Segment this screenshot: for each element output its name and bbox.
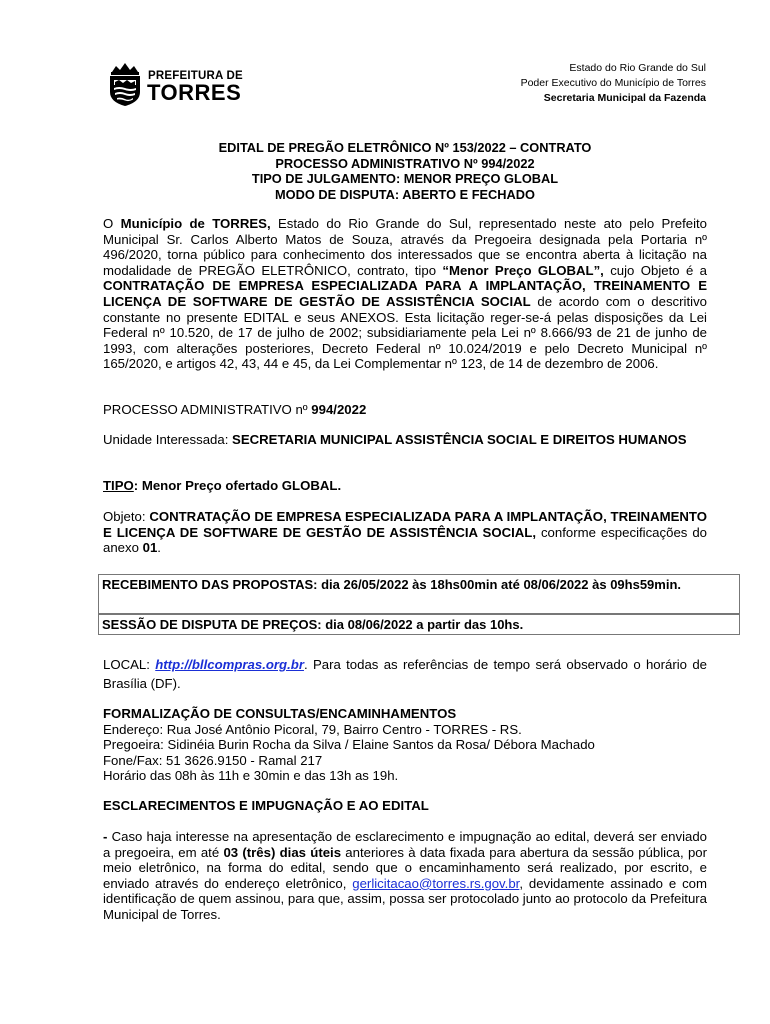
email-link[interactable]: gerlicitacao@torres.rs.gov.br (352, 875, 520, 891)
objeto-tail: conforme especificações do anexo (103, 524, 707, 556)
formalizacao-pregoeira: Pregoeira: Sidinéia Burin Rocha da Silva / Elaine Santos da Rosa/ Débora Machado (103, 737, 595, 753)
processo-line (103, 402, 707, 418)
esclarecimentos-paragraph (103, 829, 707, 923)
esclarecimentos-text-2: anteriores à data fixada para abertura da sessão pública, por meio eletrônico, na forma do edital, sendo que o encaminhamento será realizado, por escrito, e enviado através do endereço eletrônico, (103, 844, 708, 891)
sessao-box: SESSÃO DE DISPUTA DE PREÇOS: dia 08/06/2022 a partir das 10hs. (98, 614, 740, 635)
objeto-value: CONTRATAÇÃO DE EMPRESA ESPECIALIZADA PARA A IMPLANTAÇÃO, TREINAMENTO E LICENÇA DE SOFTWARE DE GESTÃO DE ASSISTÊNCIA SOCIAL, (103, 509, 707, 540)
logo-text-torres: TORRES (147, 80, 242, 105)
esclarecimentos-text-3: , devidamente assinado e com identificação de quem assinou, para que, assim, possa ser protocolado junto ao protocolo da Prefeitura Municipal de Torres. (103, 875, 707, 922)
unidade-value: SECRETARIA MUNICIPAL ASSISTÊNCIA SOCIAL E DIREITOS HUMANOS (232, 432, 687, 447)
title-line-3: TIPO DE JULGAMENTO: MENOR PREÇO GLOBAL (251, 171, 559, 186)
header-department: Secretaria Municipal da Fazenda (543, 92, 706, 104)
local-paragraph (103, 655, 707, 693)
processo-value: 994/2022 (311, 402, 367, 417)
title-line-1: EDITAL DE PREGÃO ELETRÔNICO Nº 153/2022 – CONTRATO (218, 140, 592, 155)
esclarecimentos-dash: - (103, 829, 108, 844)
intro-text-3: cujo Objeto é a (603, 262, 707, 278)
tipo-line (103, 478, 707, 494)
intro-tipo: “Menor Preço GLOBAL”, (442, 262, 604, 278)
local-label: LOCAL: (103, 657, 156, 672)
unidade-line (103, 432, 707, 448)
objeto-anexo: 01 (142, 540, 158, 556)
title-line-2: PROCESSO ADMINISTRATIVO Nº 994/2022 (275, 155, 535, 171)
title-line-4: MODO DE DISPUTA: ABERTO E FECHADO (275, 186, 535, 202)
prefeitura-logo (106, 58, 241, 110)
header-branch: Poder Executivo do Município de Torres (520, 77, 706, 89)
intro-text-2: Estado do Rio Grande do Sul, representado neste ato pelo Prefeito Municipal Sr. Carlos Alberto Matos de Souza, através da Pregoeira designada pela Portaria nº 496/2020, torna público para conhecimento dos interessados que se encontra aberta à licitação na modalidade de PREGÃO ELETRÔNICO, contrato, tipo (103, 216, 707, 278)
formalizacao-horario: Horário das 08h às 11h e 30min e das 13h as 19h. (103, 768, 399, 784)
processo-label: PROCESSO ADMINISTRATIVO nº (103, 402, 312, 417)
esclarecimentos-heading: ESCLARECIMENTOS E IMPUGNAÇÃO E AO EDITAL (103, 798, 429, 813)
formalizacao-endereco: Endereço: Rua José Antônio Picoral, 79, Bairro Centro - TORRES - RS. (103, 721, 522, 737)
header-state: Estado do Rio Grande do Sul (569, 62, 706, 74)
esclarecimentos-prazo: 03 (três) dias úteis (223, 844, 342, 860)
intro-text-4: de acordo com o descritivo constante no presente EDITAL e seus ANEXOS. Esta licitação reger-se-á pelas disposições da Lei Federal nº 10.520, de 17 de julho de 2002; subsidiariamente pela Lei nº 8.666/93 de 21 de junho de 1993, com alterações posteriores, Decreto Federal nº 10.024/2019 e pelo Decreto Municipal nº 165/2020, e artigos 42, 43, 44 e 45, da Lei Complementar nº 123, de 14 de dezembro de 2006. (103, 293, 707, 372)
header-institution (521, 61, 706, 106)
intro-text-1: O (103, 216, 121, 231)
formalizacao-fone: Fone/Fax: 51 3626.9150 - Ramal 217 (103, 752, 323, 768)
formalizacao-section (103, 706, 707, 784)
bllcompras-link[interactable]: http://bllcompras.org.br (155, 657, 304, 672)
local-text: . Para todas as referências de tempo será observado o horário de Brasília (DF). (103, 657, 708, 691)
intro-objeto: CONTRATAÇÃO DE EMPRESA ESPECIALIZADA PARA A IMPLANTAÇÃO, TREINAMENTO E LICENÇA DE SOFTWARE DE GESTÃO DE ASSISTÊNCIA SOCIAL (103, 278, 707, 309)
city-crest-icon (106, 58, 144, 108)
recebimento-box: RECEBIMENTO DAS PROPOSTAS: dia 26/05/2022 às 18hs00min até 08/06/2022 às 09hs59min. (98, 574, 740, 614)
formalizacao-heading: FORMALIZAÇÃO DE CONSULTAS/ENCAMINHAMENTOS (103, 706, 457, 721)
objeto-paragraph (103, 509, 707, 556)
unidade-label: Unidade Interessada: (103, 432, 233, 447)
esclarecimentos-text-1: Caso haja interesse na apresentação de esclarecimento e impugnação ao edital, deverá ser enviado a pregoeira, em até (103, 829, 707, 860)
objeto-label: Objeto: (103, 509, 150, 524)
document-title (100, 140, 710, 202)
tipo-value: : Menor Preço ofertado GLOBAL. (133, 478, 342, 493)
intro-paragraph (103, 216, 707, 372)
intro-municipio: Município de TORRES, (120, 216, 271, 231)
logo-text-prefeitura: PREFEITURA DE (148, 70, 243, 82)
objeto-period: . (157, 540, 161, 556)
tipo-label: TIPO (103, 478, 134, 493)
